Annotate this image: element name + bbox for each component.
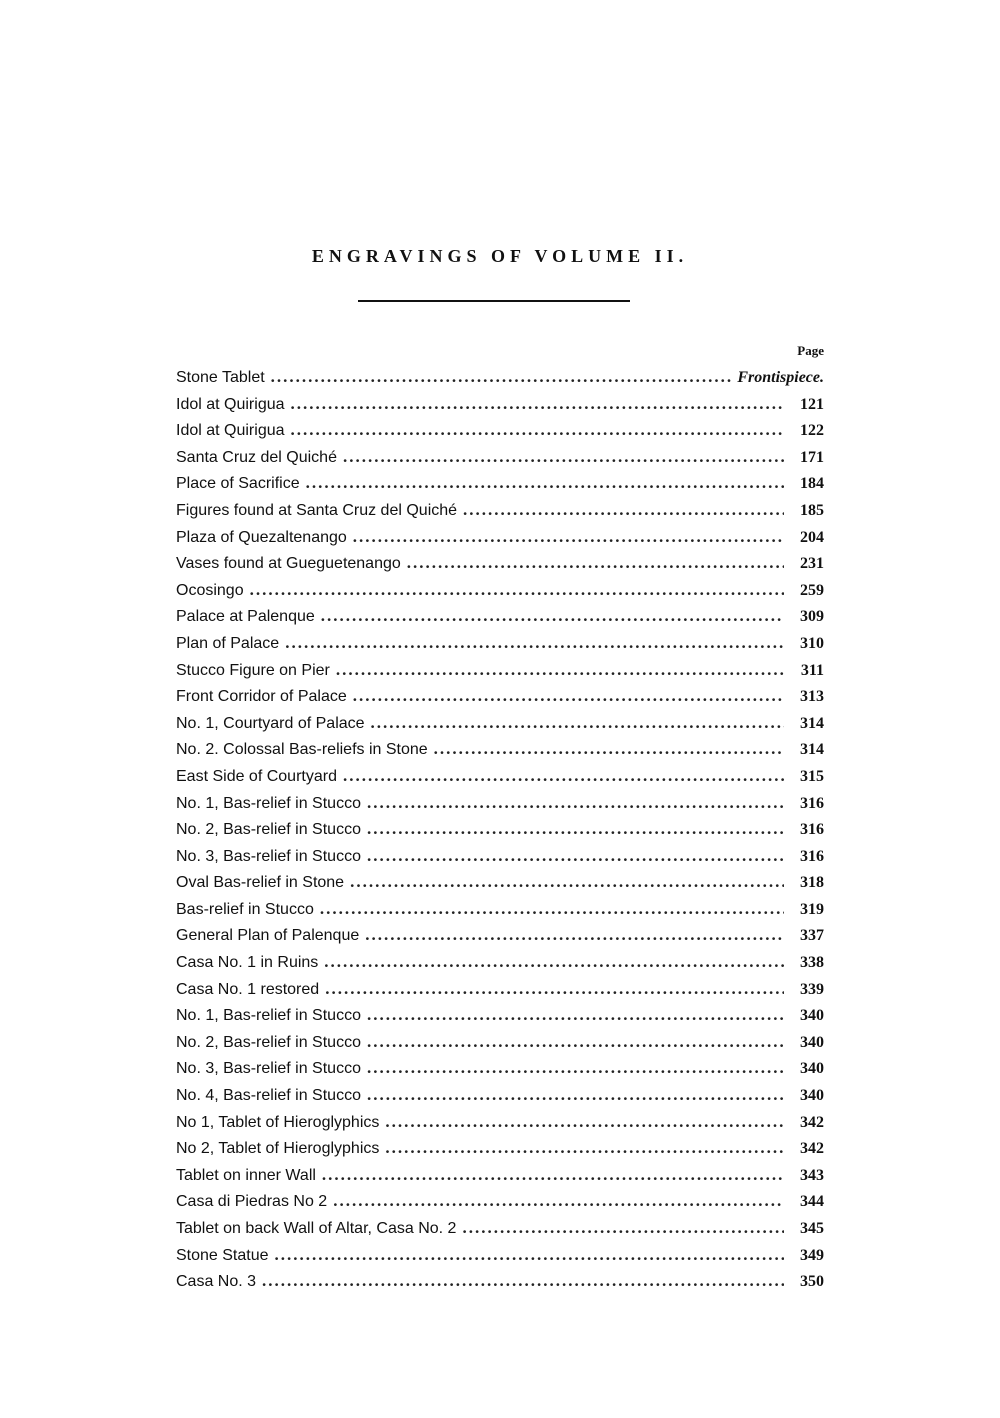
dot-leader [353, 683, 784, 710]
entry-page-number: 340 [800, 1007, 824, 1025]
entry-page-number: 184 [800, 475, 824, 493]
title-rule [358, 300, 630, 302]
dot-leader [365, 922, 784, 949]
entry-label: Palace at Palenque [176, 608, 315, 626]
entry-page-number: 315 [800, 767, 824, 785]
dot-leader [306, 470, 784, 497]
list-item [176, 391, 824, 418]
entry-page-number: 309 [800, 608, 824, 626]
entry-page-number: 204 [800, 528, 824, 546]
entry-page-number: 343 [800, 1166, 824, 1184]
list-item [176, 1215, 824, 1242]
list-item [176, 949, 824, 976]
entry-label: Casa No. 3 [176, 1273, 257, 1291]
entry-page-number: 259 [800, 581, 824, 599]
entry-label: No 1, Tablet of Hieroglyphics [176, 1113, 380, 1131]
entry-page-number: 342 [800, 1113, 824, 1131]
dot-leader [333, 1188, 784, 1215]
entry-page-number: 338 [800, 954, 824, 972]
list-item [176, 763, 824, 790]
list-item [176, 444, 824, 471]
dot-leader [291, 391, 784, 418]
dot-leader [407, 550, 784, 577]
entry-label: Vases found at Gueguetenango [176, 555, 401, 573]
dot-leader [367, 1029, 784, 1056]
entry-label: No. 3, Bas-relief in Stucco [176, 1060, 361, 1078]
dot-leader [367, 1055, 784, 1082]
entry-page-number: 344 [800, 1193, 824, 1211]
dot-leader [462, 1215, 784, 1242]
dot-leader [343, 763, 784, 790]
entry-label: Plan of Palace [176, 634, 280, 652]
entry-label: No. 2, Bas-relief in Stucco [176, 1033, 361, 1051]
entry-page-number: 310 [800, 634, 824, 652]
dot-leader [250, 577, 784, 604]
entry-page-number: 319 [800, 900, 824, 918]
entry-label: General Plan of Palenque [176, 927, 360, 945]
entry-page-number: 121 [800, 395, 824, 413]
entry-label: No. 2, Bas-relief in Stucco [176, 821, 361, 839]
dot-leader [325, 976, 784, 1003]
entry-label: Casa No. 1 in Ruins [176, 954, 319, 972]
list-item [176, 577, 824, 604]
entry-page-number: 314 [800, 741, 824, 759]
list-item [176, 976, 824, 1003]
entry-page-number: 342 [800, 1140, 824, 1158]
entry-page-number: 313 [800, 688, 824, 706]
dot-leader [463, 497, 784, 524]
entry-page-number: 345 [800, 1220, 824, 1237]
list-item [176, 736, 824, 763]
entry-page-number: 340 [800, 1060, 824, 1078]
dot-leader [324, 949, 784, 976]
entry-page-number: 318 [800, 874, 824, 892]
entry-label: No. 4, Bas-relief in Stucco [176, 1087, 361, 1105]
entry-label: Front Corridor of Palace [176, 688, 347, 706]
dot-leader [367, 1082, 784, 1109]
entry-page-number: 316 [800, 847, 824, 865]
list-item [176, 1029, 824, 1056]
list-item [176, 790, 824, 817]
dot-leader [385, 1135, 784, 1162]
entry-label: No. 1, Bas-relief in Stucco [176, 1007, 361, 1025]
entry-label: No 2, Tablet of Hieroglyphics [176, 1140, 380, 1158]
dot-leader [320, 896, 784, 923]
entry-label: Place of Sacrifice [176, 475, 300, 493]
entry-page-number: 314 [800, 714, 824, 732]
entry-page-number: 337 [800, 927, 824, 945]
list-item [176, 657, 824, 684]
entry-label: No. 2. Colossal Bas-reliefs in Stone [176, 741, 428, 759]
list-item [176, 1055, 824, 1082]
dot-leader [275, 1242, 784, 1269]
entry-page-number: 171 [800, 448, 824, 466]
entry-page-number: 231 [800, 555, 824, 573]
dot-leader [343, 444, 784, 471]
entry-page-number: 185 [800, 501, 824, 519]
list-item [176, 922, 824, 949]
entry-label: Bas-relief in Stucco [176, 900, 314, 918]
engravings-list [176, 364, 824, 1295]
entry-label: Casa di Piedras No 2 [176, 1193, 328, 1211]
entry-page-number: 340 [800, 1087, 824, 1105]
entry-label: Idol at Quirigua [176, 422, 285, 440]
entry-label: Santa Cruz del Quiché [176, 448, 337, 466]
list-item [176, 1162, 824, 1189]
list-item [176, 710, 824, 737]
dot-leader [371, 710, 784, 737]
dot-leader [350, 869, 784, 896]
list-item [176, 843, 824, 870]
entry-label: Idol at Quirigua [176, 395, 285, 413]
entry-label: Ocosingo [176, 581, 244, 599]
entry-page-number: 311 [800, 661, 824, 679]
dot-leader [367, 843, 784, 870]
entry-label: Oval Bas-relief in Stone [176, 874, 345, 892]
dot-leader [262, 1268, 784, 1295]
list-item [176, 470, 824, 497]
list-item [176, 603, 824, 630]
page-title: ENGRAVINGS OF VOLUME II. [311, 246, 689, 266]
list-item [176, 1242, 824, 1269]
entry-label: Casa No. 1 restored [176, 980, 320, 998]
dot-leader [291, 417, 784, 444]
entry-page-number: 316 [800, 794, 824, 812]
entry-label: No. 3, Bas-relief in Stucco [176, 847, 361, 865]
list-item [176, 417, 824, 444]
list-item [176, 1082, 824, 1109]
dot-leader [336, 657, 784, 684]
list-item [176, 364, 824, 391]
entry-label: Figures found at Santa Cruz del Quiché [176, 501, 458, 519]
entry-label: East Side of Courtyard [176, 767, 337, 785]
list-item [176, 1188, 824, 1215]
entry-label: Tablet on inner Wall [176, 1166, 316, 1184]
dot-leader [367, 790, 784, 817]
dot-leader [367, 816, 784, 843]
entry-page-number: Frontispiece. [737, 369, 824, 386]
list-item [176, 683, 824, 710]
entry-label: Plaza of Quezaltenango [176, 528, 347, 546]
entry-page-number: 122 [800, 422, 824, 440]
dot-leader [367, 1002, 784, 1029]
entry-label: Tablet on back Wall of Altar, Casa No. 2 [176, 1220, 457, 1237]
list-item [176, 497, 824, 524]
entry-label: Stone Statue [176, 1246, 269, 1264]
list-item [176, 630, 824, 657]
list-item [176, 1109, 824, 1136]
entry-page-number: 350 [800, 1273, 824, 1291]
list-item [176, 524, 824, 551]
list-item [176, 550, 824, 577]
entry-label: Stone Tablet [176, 369, 265, 386]
dot-leader [353, 524, 784, 551]
dot-leader [321, 603, 784, 630]
list-item [176, 1268, 824, 1295]
dot-leader [385, 1109, 784, 1136]
list-item [176, 816, 824, 843]
list-item [176, 896, 824, 923]
entry-label: Stucco Figure on Pier [176, 661, 330, 679]
entry-label: No. 1, Bas-relief in Stucco [176, 794, 361, 812]
entry-page-number: 340 [800, 1033, 824, 1051]
entry-label: No. 1, Courtyard of Palace [176, 714, 365, 732]
page-column-header: Page [797, 343, 824, 358]
entry-page-number: 339 [800, 980, 824, 998]
entry-page-number: 349 [800, 1246, 824, 1264]
dot-leader [285, 630, 784, 657]
entry-page-number: 316 [800, 821, 824, 839]
dot-leader [322, 1162, 784, 1189]
list-item [176, 869, 824, 896]
dot-leader [271, 364, 732, 391]
list-item [176, 1135, 824, 1162]
dot-leader [434, 736, 784, 763]
list-item [176, 1002, 824, 1029]
